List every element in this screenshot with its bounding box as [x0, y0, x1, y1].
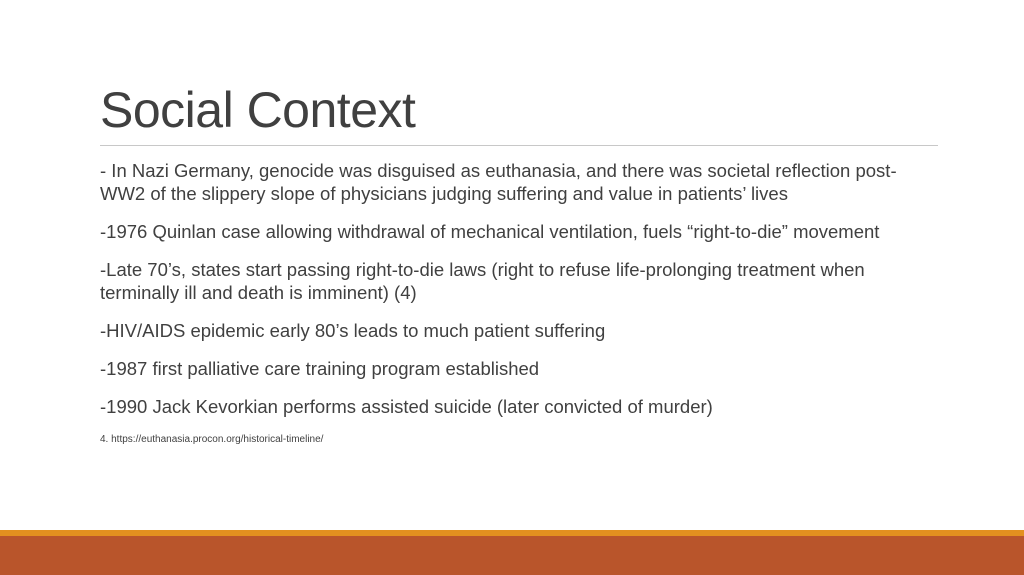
- slide-title: Social Context: [100, 82, 416, 138]
- title-divider: [100, 145, 938, 146]
- bullet-item: -HIV/AIDS epidemic early 80’s leads to much patient suffering: [100, 320, 606, 341]
- bullet-item: -1990 Jack Kevorkian performs assisted suicide (later convicted of murder): [100, 396, 713, 417]
- footer-band: [0, 536, 1024, 575]
- slide-content: [100, 159, 940, 447]
- bullet-item: -1987 first palliative care training program established: [100, 358, 540, 379]
- bullet-item: - In Nazi Germany, genocide was disguised as euthanasia, and there was societal reflection post-WW2 of the slippery slope of physicians judging suffering and value in patients’ lives: [100, 160, 897, 204]
- bullet-item: -Late 70’s, states start passing right-to-die laws (right to refuse life-prolonging treatment when terminally ill and death is imminent) (4): [100, 259, 865, 303]
- footnote-reference: 4. https://euthanasia.procon.org/historical-timeline/: [100, 434, 324, 445]
- bullet-item: -1976 Quinlan case allowing withdrawal of mechanical ventilation, fuels “right-to-die” movement: [100, 221, 880, 242]
